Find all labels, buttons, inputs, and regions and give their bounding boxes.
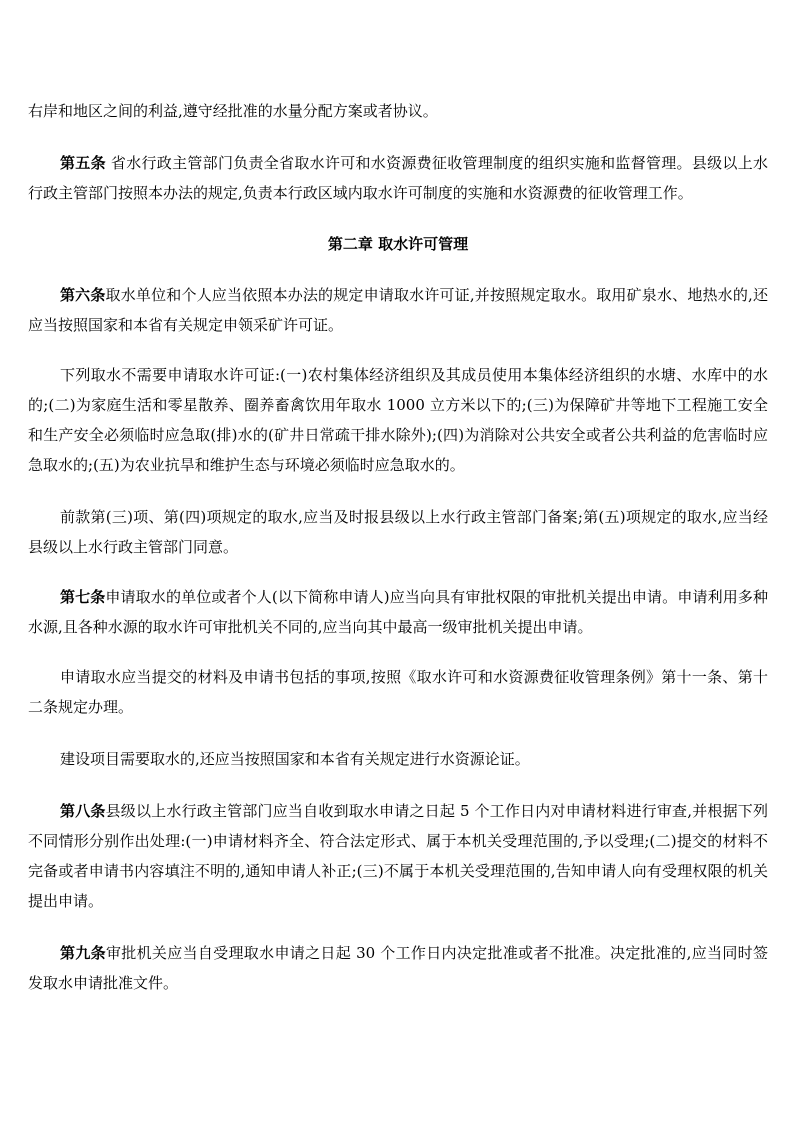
article-text: 审批机关应当自受理取水申请之日起 30 个工作日内决定批准或者不批准。决定批准的,应当同时签发取水申请批准文件。 (28, 944, 768, 992)
article-number: 第八条 (60, 802, 106, 820)
paragraph-application-materials (28, 662, 768, 722)
article-text: 申请取水的单位或者个人(以下简称申请人)应当向具有审批权限的审批机关提出申请。申请利用多种水源,且各种水源的取水许可审批机关不同的,应当向其中最高一级审批机关提出申请。 (28, 588, 768, 636)
paragraph-continuation (28, 96, 768, 126)
article-text: 省水行政主管部门负责全省取水许可和水资源费征收管理制度的组织实施和监督管理。县级以上水行政主管部门按照本办法的规定,负责本行政区域内取水许可制度的实施和水资源费的征收管理工作。 (28, 154, 768, 202)
paragraph-text: 下列取水不需要申请取水许可证:(一)农村集体经济组织及其成员使用本集体经济组织的水塘、水库中的水的;(二)为家庭生活和零星散养、圈养畜禽饮用年取水 1000 立方米以下的;(三)为保障矿井等地下工程施工安全和生产安全必须临时应急取(排)水的(矿井日常疏干排水除外);(四)为消除对公共安全或者公共利益的危害临时应急取水的;(五)为农业抗旱和维护生态与环境必须临时应急取水的。 (28, 366, 768, 474)
paragraph-text: 建设项目需要取水的,还应当按照国家和本省有关规定进行水资源论证。 (60, 750, 530, 768)
article-text: 县级以上水行政主管部门应当自收到取水申请之日起 5 个工作日内对申请材料进行审查,并根据下列不同情形分别作出处理:(一)申请材料齐全、符合法定形式、属于本机关受理范围的,予以受理;(二)提交的材料不完备或者申请书内容填注不明的,通知申请人补正;(三)不属于本机关受理范围的,告知申请人向有受理权限的机关提出申请。 (28, 802, 768, 910)
article-number: 第九条 (60, 944, 106, 962)
chapter-heading: 第二章 取水许可管理 (327, 235, 469, 253)
article-number: 第五条 (60, 154, 106, 172)
paragraph-filing (28, 502, 768, 562)
paragraph-text: 申请取水应当提交的材料及申请书包括的事项,按照《取水许可和水资源费征收管理条例》第十一条、第十二条规定办理。 (28, 668, 768, 716)
article-number: 第七条 (60, 588, 106, 606)
paragraph-text: 前款第(三)项、第(四)项规定的取水,应当及时报县级以上水行政主管部门备案;第(五)项规定的取水,应当经县级以上水行政主管部门同意。 (28, 508, 768, 556)
paragraph-exemptions (28, 360, 768, 480)
article-8 (28, 796, 768, 916)
article-number: 第六条 (60, 286, 106, 304)
paragraph-text: 右岸和地区之间的利益,遵守经批准的水量分配方案或者协议。 (28, 102, 438, 120)
article-6 (28, 280, 768, 340)
paragraph-resource-demonstration (28, 744, 768, 774)
article-text: 取水单位和个人应当依照本办法的规定申请取水许可证,并按照规定取水。取用矿泉水、地热水的,还应当按照国家和本省有关规定申领采矿许可证。 (28, 286, 768, 334)
article-9 (28, 938, 768, 998)
article-7 (28, 582, 768, 642)
article-5 (28, 148, 768, 208)
